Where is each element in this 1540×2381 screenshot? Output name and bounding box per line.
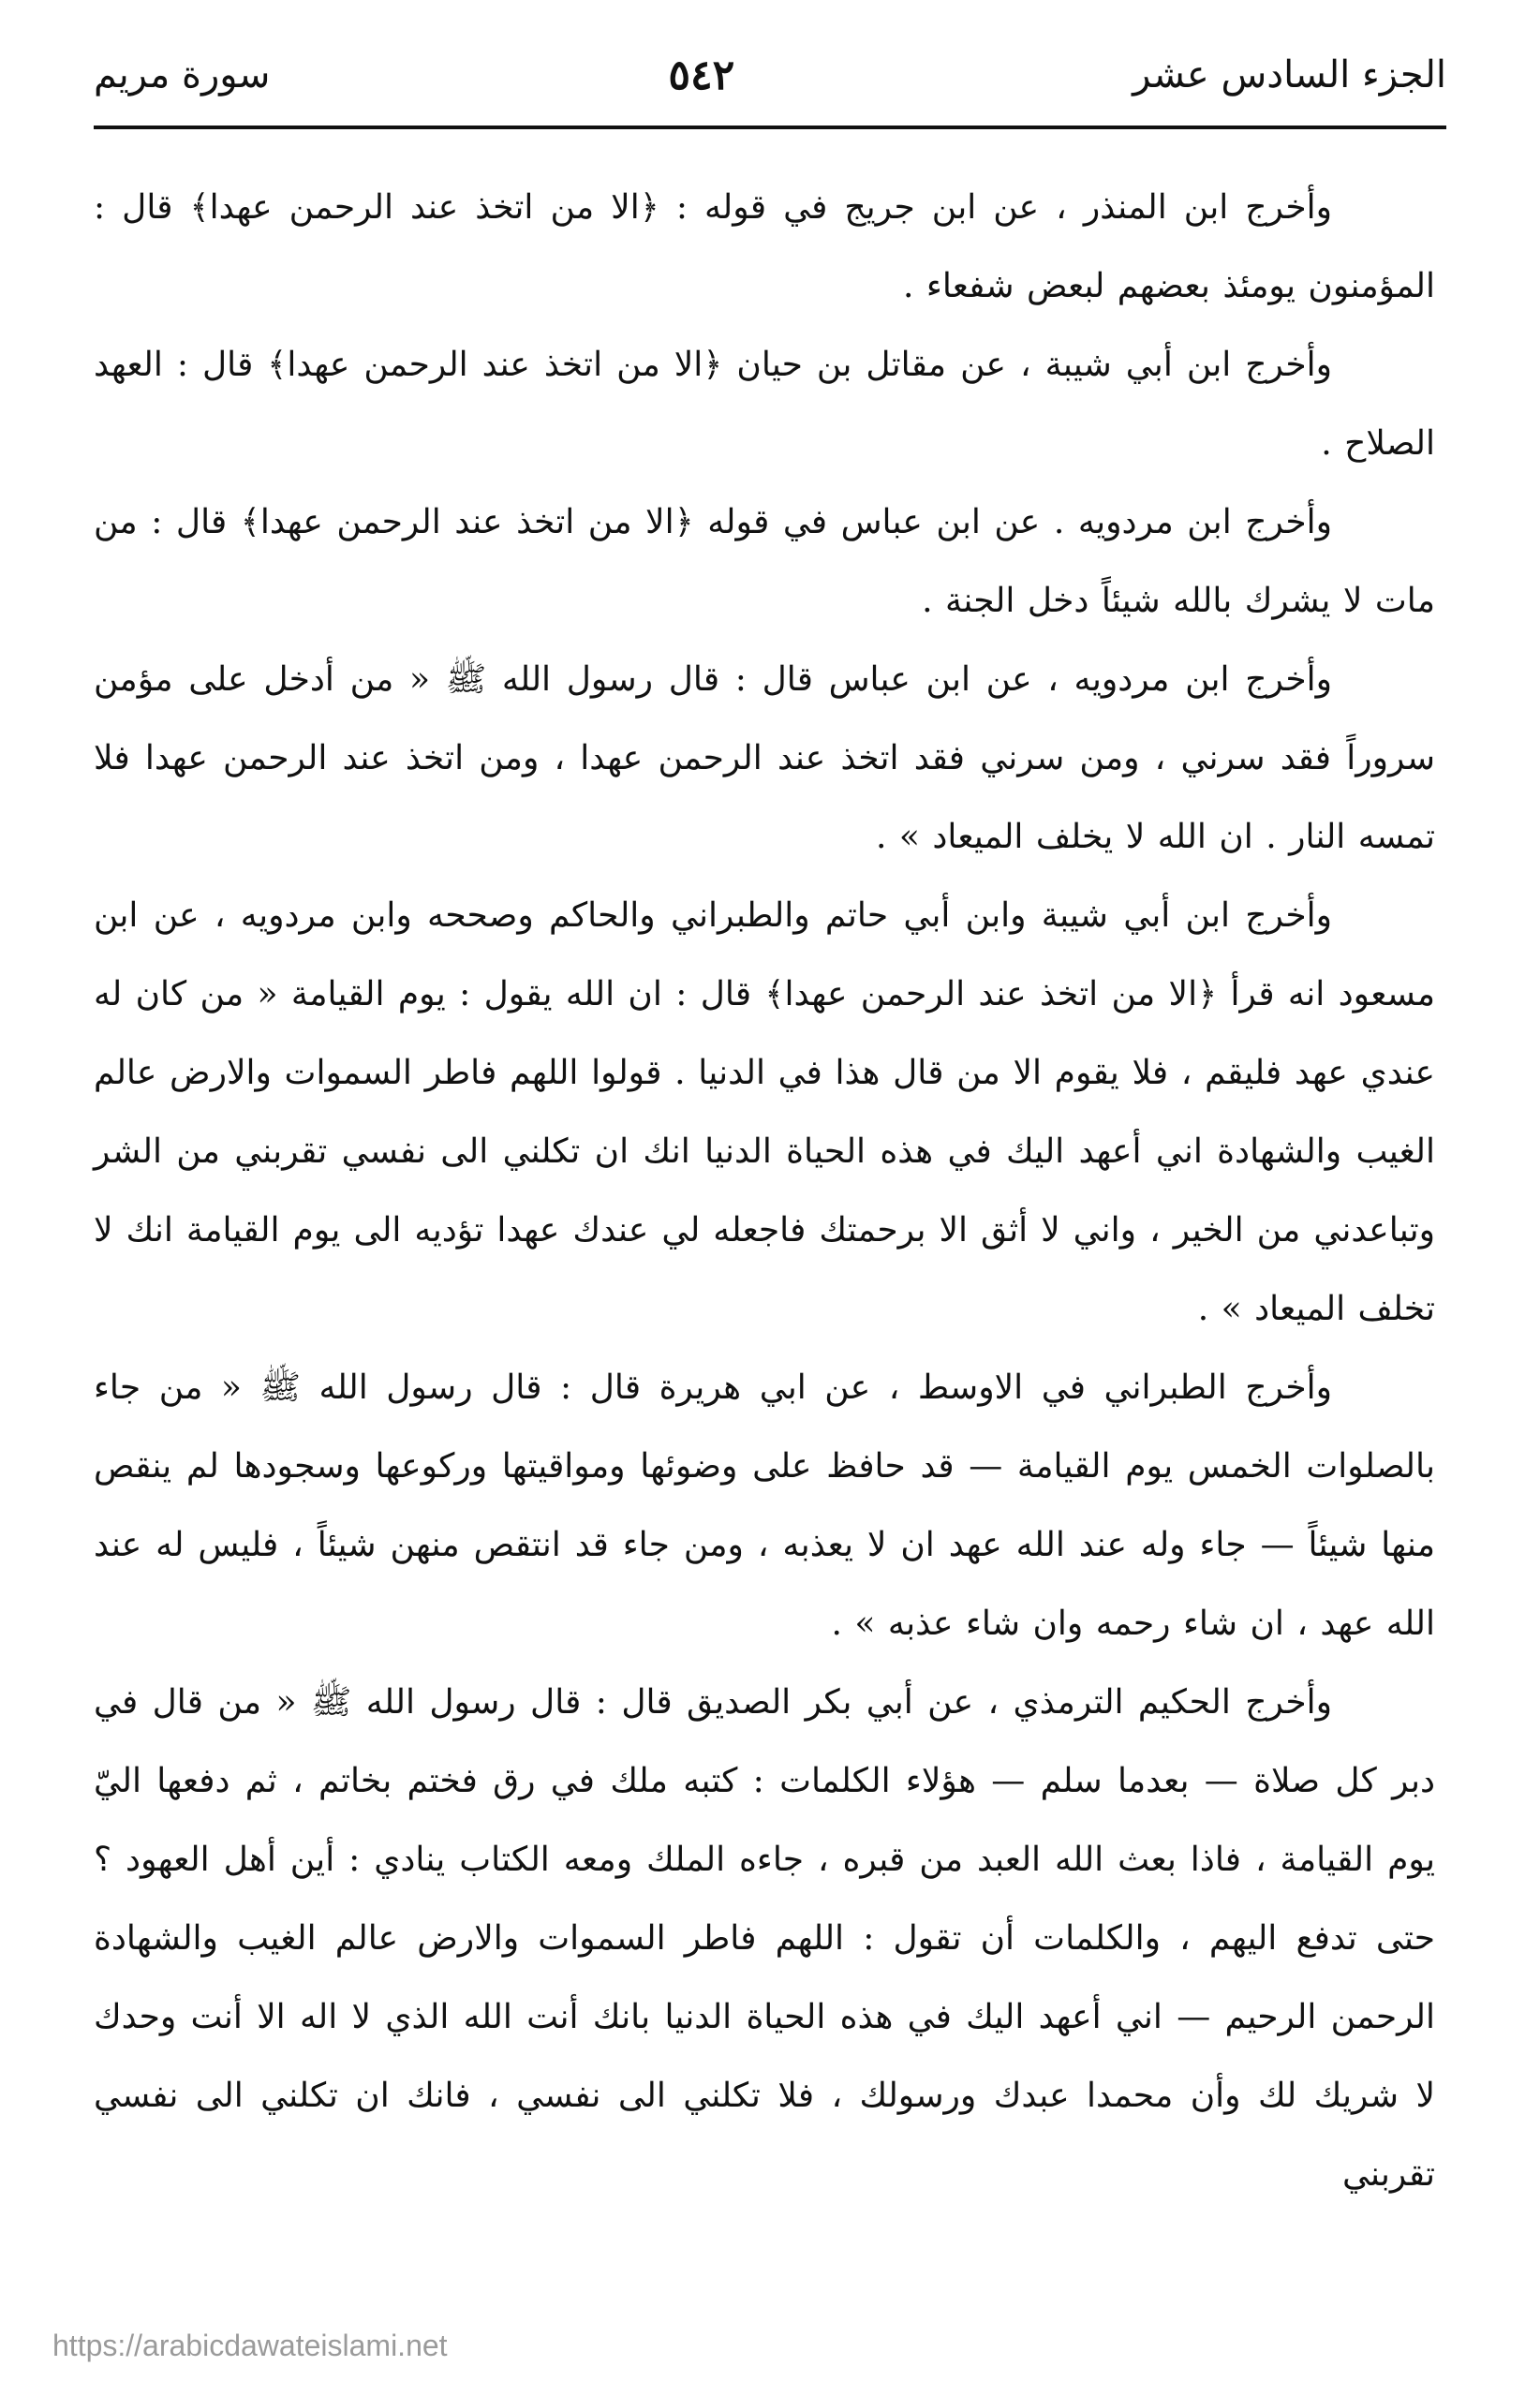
paragraph: وأخرج الحكيم الترمذي ، عن أبي بكر الصديق قال : قال رسول الله ﷺ « من قال في دبر كل صلاة — بعدما سلم — هؤلاء الكلمات : كتبه ملك في رق فختم بخاتم ، ثم دفعها اليّ يوم القيامة ، فاذا بعث الله العبد من قبره ، جاءه الملك ومعه الكتاب ينادي : أين أهل العهود ؟ حتى تدفع اليهم ، والكلمات أن تقول : اللهم فاطر السموات والارض عالم الغيب والشهادة الرحمن الرحيم — اني أعهد اليك في هذه الحياة الدنيا بانك أنت الله الذي لا اله الا أنت وحدك لا شريك لك وأن محمدا عبدك ورسولك ، فلا تكلني الى نفسي ، فانك ان تكلني الى نفسي تقربني	[94, 1683, 1435, 2194]
header-surah-label: سورة مريم	[94, 53, 271, 96]
page-header	[94, 37, 1446, 112]
paragraph: وأخرج ابن أبي شيبة وابن أبي حاتم والطبراني والحاكم وصححه وابن مردويه ، عن ابن مسعود انه قرأ ﴿الا من اتخذ عند الرحمن عهدا﴾ قال : ان الله يقول : يوم القيامة « من كان له عندي عهد فليقم ، فلا يقوم الا من قال هذا في الدنيا . قولوا اللهم فاطر السموات والارض عالم الغيب والشهادة اني أعهد اليك في هذه الحياة الدنيا انك ان تكلني الى نفسي تقربني من الشر وتباعدني من الخير ، واني لا أثق الا برحمتك فاجعله لي عندك عهدا تؤديه الى يوم القيامة انك لا تخلف الميعاد » .	[94, 896, 1435, 1328]
paragraph: وأخرج ابن مردويه ، عن ابن عباس قال : قال رسول الله ﷺ « من أدخل على مؤمن سروراً فقد سرني ، ومن سرني فقد اتخذ عند الرحمن عهدا ، ومن اتخذ عند الرحمن عهدا فلا تمسه النار . ان الله لا يخلف الميعاد » .	[94, 660, 1435, 856]
paragraph: وأخرج ابن أبي شيبة ، عن مقاتل بن حيان ﴿الا من اتخذ عند الرحمن عهدا﴾ قال : العهد الصلاح .	[94, 346, 1435, 463]
watermark-url: https://arabicdawateislami.net	[52, 2329, 448, 2362]
paragraph: وأخرج ابن المنذر ، عن ابن جريج في قوله : ﴿الا من اتخذ عند الرحمن عهدا﴾ قال : المؤمنون يومئذ بعضهم لبعض شفعاء .	[94, 188, 1435, 305]
page-body	[94, 169, 1435, 2214]
paragraph: وأخرج الطبراني في الاوسط ، عن ابي هريرة قال : قال رسول الله ﷺ « من جاء بالصلوات الخمس يوم القيامة — قد حافظ على وضوئها ومواقيتها وركوعها وسجودها لم ينقص منها شيئاً — جاء وله عند الله عهد ان لا يعذبه ، ومن جاء قد انتقص منهن شيئاً ، فليس له عند الله عهد ، ان شاء رحمه وان شاء عذبه » .	[94, 1368, 1435, 1643]
header-divider	[94, 126, 1446, 129]
paragraph: وأخرج ابن مردويه . عن ابن عباس في قوله ﴿الا من اتخذ عند الرحمن عهدا﴾ قال : من مات لا يشرك بالله شيئاً دخل الجنة .	[94, 503, 1435, 620]
header-part-label: الجزء السادس عشر	[1133, 53, 1446, 96]
page-number: ٥٤٢	[668, 51, 735, 99]
